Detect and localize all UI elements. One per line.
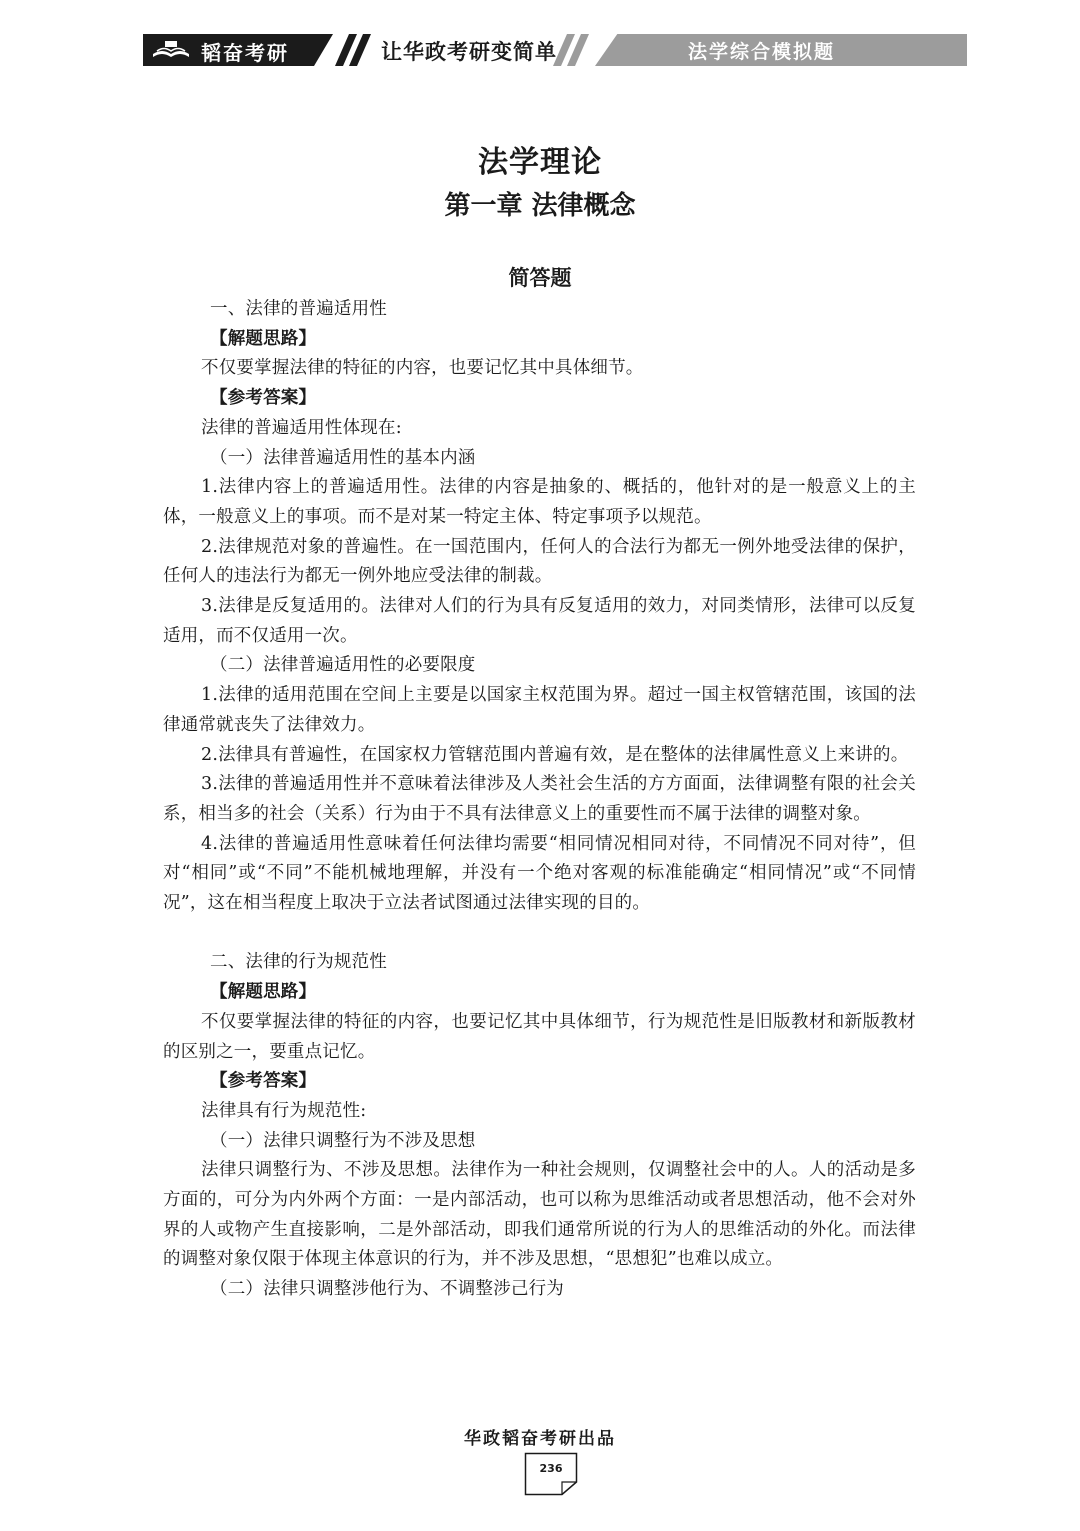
footer-brand: 华政韬奋考研出品 [464,1429,616,1449]
q2-approach-text: 不仅要掌握法律的特征的内容，也要记忆其中具体细节，行为规范性是旧版教材和新版教材的区别之一，要重点记忆。 [163,1011,916,1062]
q1-approach-text: 不仅要掌握法律的特征的内容，也要记忆其中具体细节。 [201,358,644,379]
header-series-title: 法学综合模拟题 [688,41,836,63]
q2-answer-tag: 【参考答案】 [210,1071,317,1092]
document-body [163,295,916,1305]
page-number: 236 [539,1462,563,1475]
q1-answer-tag: 【参考答案】 [210,388,317,409]
question-2-heading: 二、法律的行为规范性 [210,952,387,973]
header-stripes-left [335,34,379,66]
q1-sub2-paragraph-2: 2.法律具有普遍性，在国家权力管辖范围内普遍有效，是在整体的法律属性意义上来讲的。 [201,744,909,765]
q2-sub1-paragraph-1: 法律只调整行为、不涉及思想。法律作为一种社会规则，仅调整社会中的人。人的活动是多方面的，可分为内外两个方面：一是内部活动，也可以称为思维活动或者思想活动，他不会对外界的人或物产生直接影响，二是外部活动，即我们通常所说的行为人的思维活动的外化。而法律的调整对象仅限于体现主体意识的行为，并不涉及思想，“思想犯”也难以成立。 [163,1160,916,1270]
book-logo-icon [151,40,191,60]
q2-sub2-heading: （二）法律只调整涉他行为、不调整涉己行为 [210,1279,564,1300]
q1-sub1-paragraph-2: 2.法律规范对象的普遍性。在一国范围内，任何人的合法行为都无一例外地受法律的保护，任何人的违法行为都无一例外地应受法律的制裁。 [163,536,916,587]
chapter-title: 第一章 法律概念 [444,191,636,221]
logo-text: 韬奋考研 [201,41,289,65]
q1-sub1-heading: （一）法律普遍适用性的基本内涵 [210,447,476,468]
header-banner [143,34,967,66]
section-title: 简答题 [508,266,572,290]
q1-sub2-paragraph-4: 4.法律的普遍适用性意味着任何法律均需要“相同情况相同对待，不同情况不同对待”，但对“相同”或“不同”不能机械地理解，并没有一个绝对客观的标准能确定“相同情况”或“不同情况”，这在相当程度上取决于立法者试图通过法律实现的目的。 [163,833,916,914]
paragraph-gap [163,919,916,949]
q2-answer-intro: 法律具有行为规范性: [201,1100,367,1121]
q1-sub2-paragraph-3: 3.法律的普遍适用性并不意味着法律涉及人类社会生活的方方面面，法律调整有限的社会关系，相当多的社会（关系）行为由于不具有法律意义上的重要性而不属于法律的调整对象。 [163,774,916,824]
question-1-heading: 一、法律的普遍适用性 [210,299,387,319]
q1-sub2-heading: （二）法律普遍适用性的必要限度 [210,655,476,676]
page-title: 法学理论 [478,145,602,180]
q1-answer-intro: 法律的普遍适用性体现在: [201,417,402,438]
header-slogan: 让华政考研变简单 [381,40,557,64]
q1-approach-tag: 【解题思路】 [210,328,317,349]
q2-approach-tag: 【解题思路】 [210,982,317,1003]
q1-sub2-paragraph-1: 1.法律的适用范围在空间上主要是以国家主权范围为界。超过一国主权管辖范围，该国的法律通常就丧失了法律效力。 [163,685,916,735]
q1-sub1-paragraph-1: 1.法律内容上的普遍适用性。法律的内容是抽象的、概括的，他针对的是一般意义上的主体，一般意义上的事项。而不是对某一特定主体、特定事项予以规范。 [163,477,916,527]
q2-sub1-heading: （一）法律只调整行为不涉及思想 [210,1130,476,1151]
q1-sub1-paragraph-3: 3.法律是反复适用的。法律对人们的行为具有反复适用的效力，对同类情形，法律可以反复适用，而不仅适用一次。 [163,596,916,646]
